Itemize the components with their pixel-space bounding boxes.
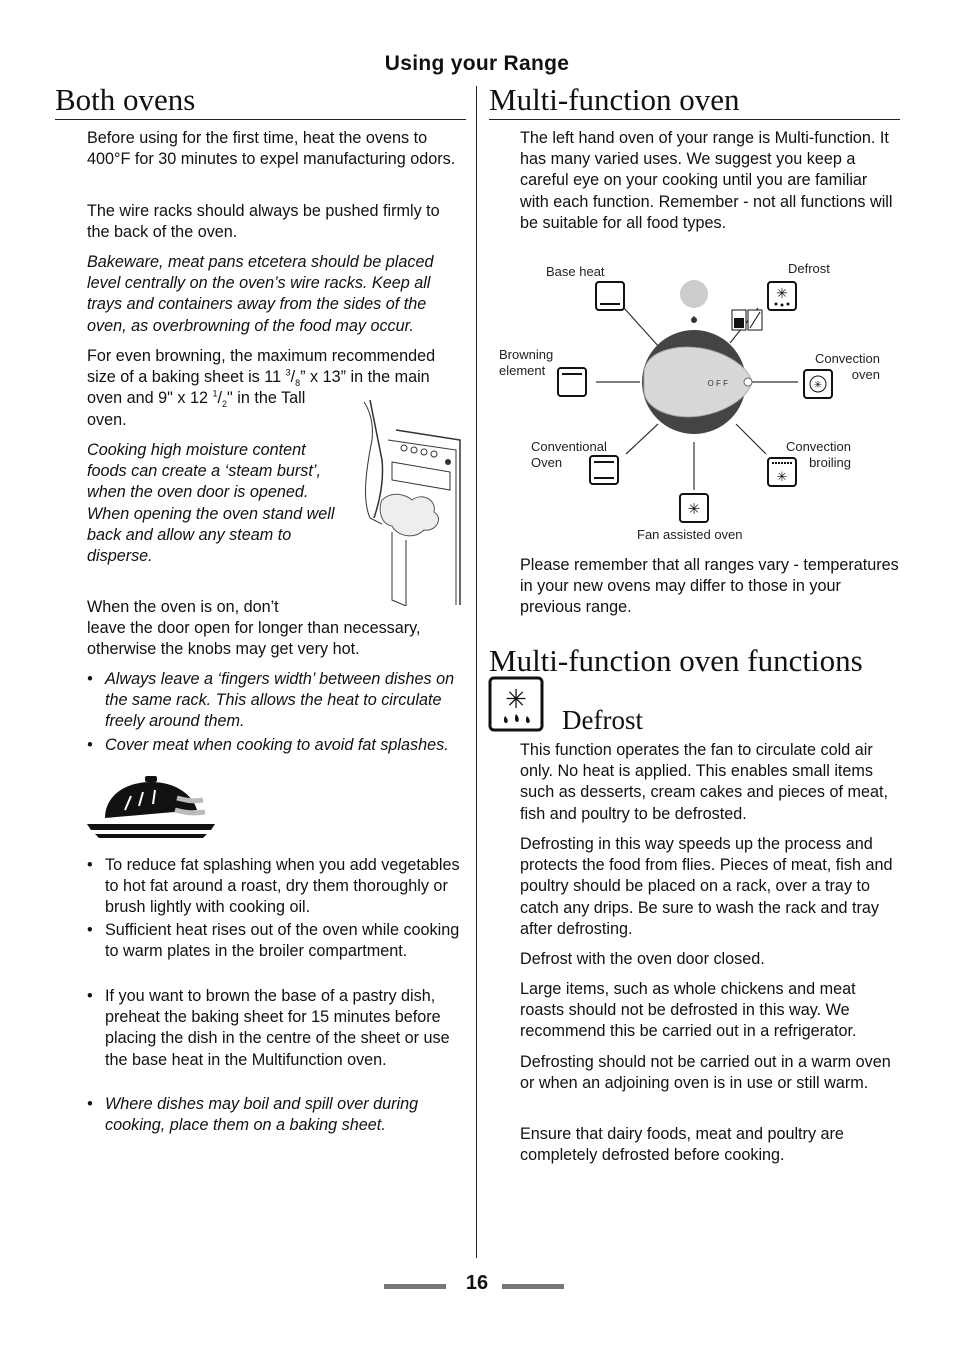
- page-number: 16: [465, 1272, 489, 1294]
- svg-text:✳: ✳: [776, 285, 788, 301]
- frac2-num: 1: [212, 389, 218, 400]
- p4-text-b: ” x 13” in the main: [300, 368, 430, 387]
- bullet-text: Always leave a ‘fingers width’ between dishes on the same rack. This allows the heat to circulate freely around them.: [105, 670, 455, 731]
- defrost-paragraph-6: Ensure that dairy foods, meat and poultry are completely defrosted before cooking.: [520, 1125, 844, 1165]
- defrost-subtitle: Defrost: [562, 705, 643, 735]
- left-title-rule: [55, 119, 466, 120]
- p4-text-d: " in the Tall: [226, 389, 306, 408]
- left-paragraph-3: Bakeware, meat pans etcetera should be placed level centrally on the oven’s wire racks. Keep all trays and containers away from the sides of the oven, as overbrowning of the food may occur.: [87, 253, 434, 335]
- label-convection-broiling: [779, 439, 851, 471]
- left-paragraph-2: The wire racks should always be pushed firmly to the back of the oven.: [87, 202, 440, 242]
- label-fan-assisted: Fan assisted oven: [637, 527, 743, 542]
- label-base-heat: Base heat: [546, 264, 605, 279]
- browning-element-icon: [558, 368, 586, 396]
- left-paragraph-5: Cooking high moisture content foods can create a ‘steam burst’, when the oven door is opened. When opening the oven stand well back and allow any steam to disperse.: [87, 441, 335, 566]
- fan-assisted-icon: [680, 494, 708, 522]
- p4-text-a: For even browning, the maximum recommended size of a baking sheet is 11: [87, 347, 436, 387]
- left-paragraph-4: For even browning, the maximum recommended size of a baking sheet is 11 $^3/_8$” x 13” in the main oven and 9" x 12 $^1/_2$" in the Tall oven.: [87, 347, 436, 429]
- multi-function-oven-title: Multi-function oven: [489, 82, 740, 117]
- bullet-item: • Cover meat when cooking to avoid fat splashes.: [87, 736, 449, 754]
- light-icon: [732, 310, 762, 330]
- label-conventional-1: Conventional: [531, 439, 607, 454]
- label-convection-broiling-2: broiling: [809, 455, 851, 470]
- bullet-text: To reduce fat splashing when you add vegetables to hot fat around a roast, dry them thoroughly or brush lightly with cooking oil.: [105, 856, 460, 917]
- bullet-text: Where dishes may boil and spill over during cooking, place them on a baking sheet.: [105, 1095, 419, 1135]
- knob-off-text: O F F: [707, 379, 728, 388]
- oven-steam-illustration: [352, 400, 466, 606]
- label-convection-oven-1: Convection: [814, 351, 880, 366]
- bullet-item: • Where dishes may boil and spill over during cooking, place them on a baking sheet.: [87, 1095, 419, 1135]
- label-browning: [499, 347, 553, 379]
- defrost-icon: [768, 282, 796, 310]
- defrost-paragraph-5: Defrosting should not be carried out in a warm oven or when an adjoining oven is in use or still warm.: [520, 1053, 891, 1093]
- label-conventional-2: Oven: [531, 455, 563, 470]
- label-convection-broiling-1: Convection: [785, 439, 851, 454]
- bullet-text: Sufficient heat rises out of the oven while cooking to warm plates in the broiler compartment.: [105, 921, 460, 961]
- svg-text:✳: ✳: [813, 380, 823, 391]
- p4-text-e: oven.: [87, 410, 127, 429]
- bullet-text: Cover meat when cooking to avoid fat splashes.: [105, 736, 449, 754]
- frac1-den: 8: [295, 378, 301, 389]
- base-heat-icon: [596, 282, 624, 310]
- both-ovens-title: Both ovens: [55, 82, 196, 117]
- column-divider: [476, 86, 477, 1258]
- svg-text:✳: ✳: [687, 501, 701, 518]
- p4-text-c: oven and 9" x 12: [87, 389, 213, 408]
- right-paragraph-1: The left hand oven of your range is Multi-function. It has many varied uses. We suggest you keep a careful eye on your cooking until you are familiar with each function. Remember - not all functions will be suitable for all food types.: [520, 129, 893, 232]
- bullet-item: • To reduce fat splashing when you add vegetables to hot fat around a roast, dry them thoroughly or brush lightly with cooking oil.: [87, 856, 460, 917]
- bullet-item: • Always leave a ‘fingers width’ between dishes on the same rack. This allows the heat to circulate freely around them.: [87, 670, 455, 731]
- label-browning-1: Browning: [499, 347, 554, 362]
- label-convection-oven: [805, 351, 880, 383]
- bullet-item: • Sufficient heat rises out of the oven while cooking to warm plates in the broiler compartment.: [87, 921, 460, 961]
- label-browning-2: element: [499, 363, 546, 378]
- svg-text:✳: ✳: [505, 685, 527, 715]
- label-defrost: Defrost: [788, 261, 830, 276]
- label-convection-oven-2: oven: [851, 367, 880, 382]
- label-conventional-oven: [531, 439, 607, 471]
- page-bar-left: [384, 1284, 446, 1289]
- left-paragraph-6a: When the oven is on, don’t: [87, 598, 279, 616]
- defrost-paragraph-3: Defrost with the oven door closed.: [520, 950, 765, 968]
- functions-title: Multi-function oven functions: [489, 643, 863, 678]
- frac2-den: 2: [221, 399, 227, 410]
- defrost-paragraph-4: Large items, such as whole chickens and meat roasts should not be defrosted in this way. We recommend this be carried out in a refrigerator.: [520, 980, 857, 1041]
- page-header: Using your Range: [384, 52, 570, 75]
- page-bar-right: [502, 1284, 564, 1289]
- function-dial-diagram: [490, 258, 900, 548]
- svg-text:✳: ✳: [776, 469, 788, 484]
- defrost-paragraph-1: This function operates the fan to circulate cold air only. No heat is applied. This enables small items such as desserts, cream cakes and pieces of meat, fish and poultry to be defrosted.: [520, 741, 888, 823]
- bullet-item: • If you want to brown the base of a pastry dish, preheat the baking sheet for 15 minutes before placing the dish in the centre of the sheet or use the base heat in the Multifunction oven.: [87, 987, 450, 1069]
- bullet-text: If you want to brown the base of a pastry dish, preheat the baking sheet for 15 minutes before placing the dish in the centre of the sheet or use the base heat in the Multifunction oven.: [105, 987, 450, 1069]
- left-paragraph-1: Before using for the first time, heat the ovens to 400°F for 30 minutes to expel manufacturing odors.: [87, 129, 456, 169]
- defrost-large-icon: [488, 676, 544, 732]
- covered-dish-icon: [85, 776, 217, 842]
- left-paragraph-6b: leave the door open for longer than necessary, otherwise the knobs may get very hot.: [87, 619, 421, 659]
- frac1-num: 3: [285, 367, 291, 378]
- defrost-paragraph-2: Defrosting in this way speeds up the process and protects the food from flies. Pieces of meat, fish and poultry should be placed on a rack, over a tray to catch any drips. Be sure to wash the rack and tray after defrosting.: [520, 835, 893, 938]
- right-title-rule: [489, 119, 900, 120]
- right-paragraph-2: Please remember that all ranges vary - temperatures in your new ovens may differ to those in your previous range.: [520, 556, 899, 617]
